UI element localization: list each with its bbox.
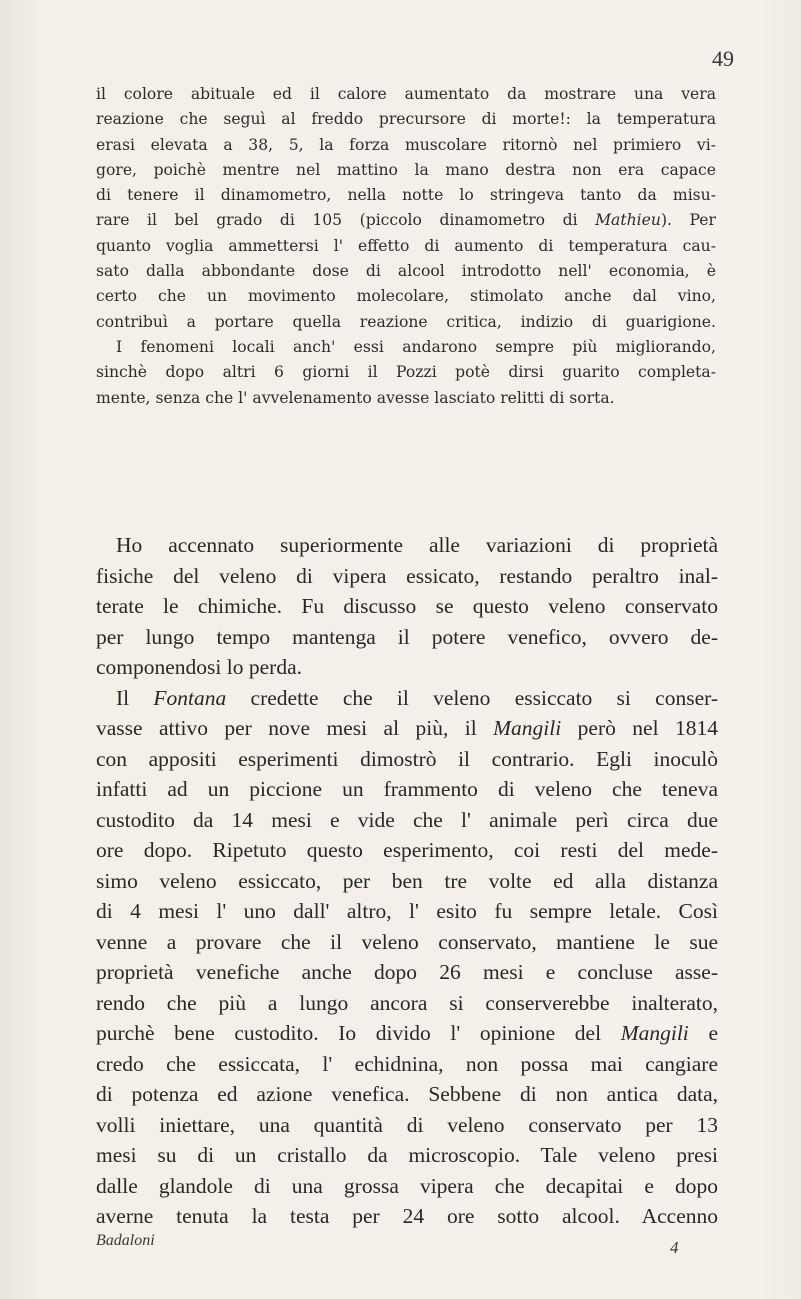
text-line: quanto voglia ammettersi l' effetto di aumento di temperatura cau- — [96, 236, 716, 255]
text-line: gore, poichè mentre nel mattino la mano destra non era capace — [96, 160, 716, 179]
text-line: certo che un movimento molecolare, stimolato anche dal vino, — [96, 287, 716, 306]
text-line: infatti ad un piccione un frammento di veleno che teneva — [96, 777, 718, 801]
text-line: mesi su di un cristallo da microscopio. Tale veleno presi — [96, 1143, 718, 1167]
running-author: Badaloni — [96, 1232, 155, 1249]
page-number: 49 — [712, 46, 734, 71]
text-line: di 4 mesi l' uno dall' altro, l' esito fu sempre letale. Così — [96, 899, 718, 923]
text-line: fisiche del veleno di vipera essicato, restando peraltro inal- — [96, 563, 718, 588]
signature-mark: 4 — [670, 1238, 679, 1257]
text-line: reazione che seguì al freddo precursore di morte!: la temperatura — [96, 110, 716, 129]
page-footer — [96, 1232, 718, 1257]
text-line: volli iniettare, una quantità di veleno conservato per 13 — [96, 1112, 718, 1137]
text-line: purchè bene custodito. Io divido l' opinione del Mangili e — [96, 1021, 718, 1045]
text-line: Il Fontana credette che il veleno essiccato si conser- — [116, 685, 718, 710]
text-line: il colore abituale ed il calore aumentato da mostrare una vera — [96, 85, 716, 103]
text-line: di tenere il dinamometro, nella notte lo stringeva tanto da misu- — [96, 186, 716, 205]
text-line: dalle glandole di una grossa vipera che decapitai e dopo — [96, 1173, 718, 1198]
text-line: vasse attivo per nove mesi al più, il Mangili però nel 1814 — [96, 716, 718, 740]
text-line: sinchè dopo altri 6 giorni il Pozzi potè dirsi guarito completa- — [96, 363, 716, 382]
text-line: rendo che più a lungo ancora si conserverebbe inalterato, — [96, 990, 718, 1015]
text-line: di potenza ed azione venefica. Sebbene di non antica data, — [96, 1082, 718, 1106]
text-line: venne a provare che il veleno conservato, mantiene le sue — [96, 929, 718, 954]
text-line: mente, senza che l' avvelenamento avesse lasciato relitti di sorta. — [96, 388, 615, 407]
text-line: Ho accennato superiormente alle variazioni di proprietà — [116, 533, 718, 557]
text-line: erasi elevata a 38, 5, la forza muscolare ritornò nel primiero vi- — [96, 135, 716, 154]
text-line: proprietà venefiche anche dopo 26 mesi e concluse asse- — [96, 960, 718, 984]
text-line: I fenomeni locali anch' essi andarono sempre più migliorando, — [116, 337, 716, 356]
text-line: componendosi lo perda. — [96, 655, 302, 679]
text-line: simo veleno essiccato, per ben tre volte ed alla distanza — [96, 868, 718, 893]
small-print-paragraph — [96, 82, 716, 411]
text-line: rare il bel grado di 105 (piccolo dinamometro di Mathieu). Per — [96, 211, 716, 230]
text-line: contribuì a portare quella reazione critica, indizio di guarigione. — [96, 312, 716, 331]
text-line: terate le chimiche. Fu discusso se questo veleno conservato — [96, 594, 718, 618]
text-line: con appositi esperimenti dimostrò il contrario. Egli inoculò — [96, 746, 718, 771]
text-line: per lungo tempo mantenga il potere venefico, ovvero de- — [96, 624, 718, 649]
text-line: ore dopo. Ripetuto questo esperimento, coi resti del mede- — [96, 838, 718, 862]
text-line: averne tenuta la testa per 24 ore sotto alcool. Accenno — [96, 1204, 718, 1228]
text-line: credo che essiccata, l' echidnina, non possa mai cangiare — [96, 1051, 718, 1076]
main-text — [96, 530, 718, 1232]
text-line: sato dalla abbondante dose di alcool introdotto nell' economia, è — [96, 262, 716, 281]
text-line: custodito da 14 mesi e vide che l' animale perì circa due — [96, 807, 718, 832]
